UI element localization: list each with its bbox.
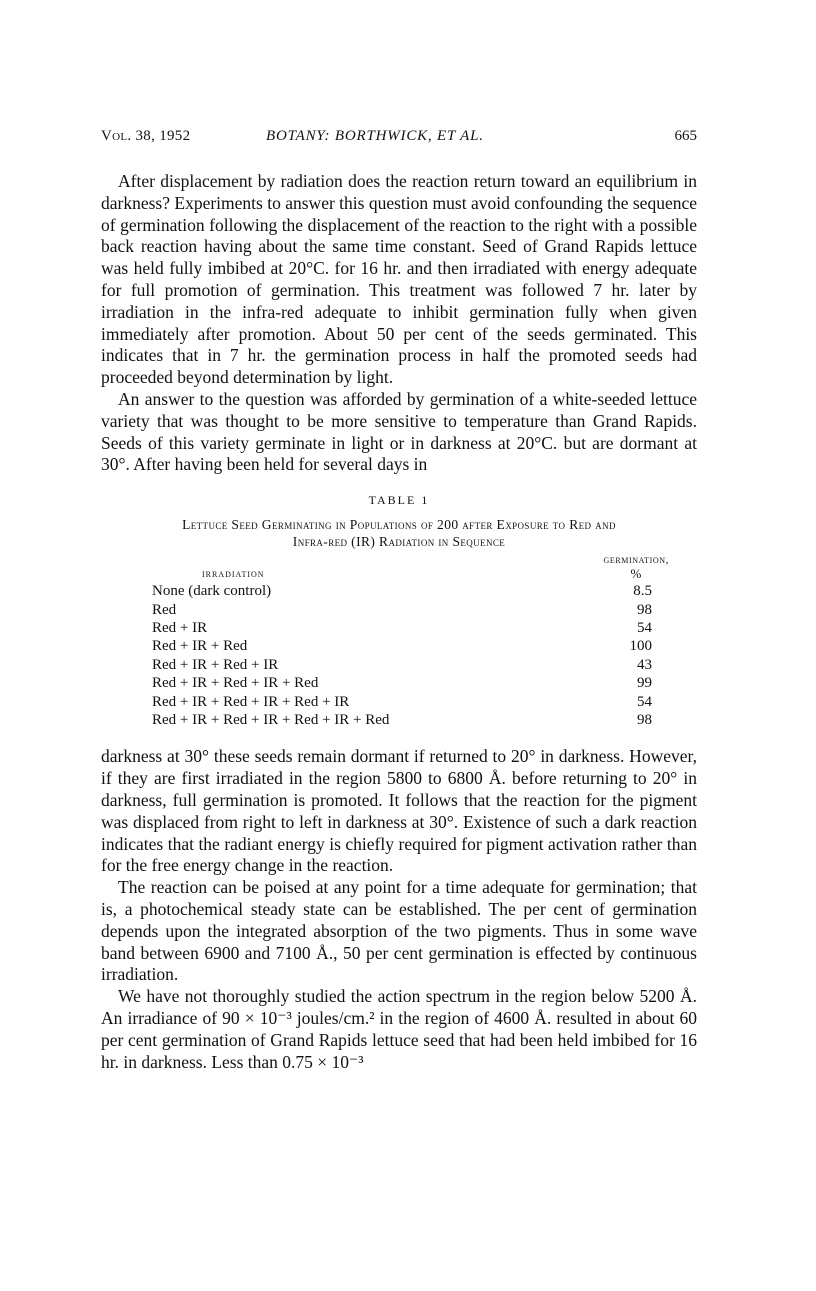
cell-irradiation: Red + IR + Red + IR + Red + IR + Red [152, 712, 390, 728]
cell-irradiation: Red + IR [152, 619, 208, 636]
cell-irradiation: None (dark control) [152, 583, 272, 600]
body-text-lower [101, 746, 697, 1073]
section-author-title: BOTANY: BORTHWICK, ET AL. [266, 128, 484, 144]
running-head [101, 128, 697, 150]
cell-germination: 43 [637, 656, 652, 673]
table-label: TABLE 1 [368, 493, 430, 508]
paragraph: The reaction can be poised at any point for a time adequate for germination; that is, a photochemical steady state can be established. The per cent of germination depends upon the integrated absorption of the two pigments. Thus in some wave band between 6900 and 7100 Å., 50 per cent germination is effected by continuous irradiation. [101, 877, 697, 985]
table-row [152, 656, 664, 674]
column-header-germination-label: germination, [603, 554, 669, 567]
cell-irradiation: Red + IR + Red + IR [152, 656, 279, 673]
cell-irradiation: Red + IR + Red + IR + Red + IR [152, 693, 350, 710]
cell-irradiation: Red [152, 601, 177, 618]
table-row [152, 693, 664, 711]
table-row [152, 601, 664, 619]
paragraph: After displacement by radiation does the reaction return toward an equilibrium in darkness? Experiments to answer this question must avoid confounding the sequence of germination following the displacement of the reaction to the right with a possible back reaction having about the same time constant. Seed of Grand Rapids lettuce was held fully imbibed at 20°C. for 16 hr. and then irradiated with energy adequate for full promotion of germination. This treatment was followed 7 hr. later by irradiation in the infra-red adequate to inhibit germination fully when given immediately after promotion. About 50 per cent of the seeds germinated. This indicates that in 7 hr. the germination process in half the promoted seeds had proceeded beyond determination by light. [101, 171, 697, 388]
column-header-germination [603, 554, 669, 580]
cell-germination: 54 [637, 619, 652, 636]
paragraph: We have not thoroughly studied the action spectrum in the region below 5200 Å. An irradiance of 90 × 10⁻³ joules/cm.² in the region of 4600 Å. resulted in about 60 per cent germination of Grand Rapids lettuce seed that had been held imbibed for 16 hr. in darkness. Less than 0.75 × 10⁻³ [101, 986, 697, 1072]
cell-germination: 54 [637, 693, 652, 710]
cell-irradiation: Red + IR + Red [152, 638, 248, 655]
column-header-germination-unit: % [630, 566, 642, 582]
table-row [152, 711, 664, 729]
paragraph-continued: darkness at 30° these seeds remain dormant if returned to 20° in darkness. However, if they are first irradiated in the region 5800 to 6800 Å. before returning to 20° in darkness, full germination is promoted. It follows that the reaction for the pigment was displaced from right to left in darkness at 30°. Existence of such a dark reaction indicates that the radiant energy is chiefly required for pigment activation rather than for the free energy change in the reaction. [101, 746, 697, 876]
cell-irradiation: Red + IR + Red + IR + Red [152, 675, 319, 692]
column-header-irradiation: irradiation [202, 568, 265, 581]
cell-germination: 8.5 [633, 583, 652, 600]
table-1 [101, 493, 697, 729]
cell-germination: 98 [637, 712, 652, 728]
table-grid [152, 554, 669, 729]
table-row [152, 582, 664, 600]
table-row [152, 674, 664, 692]
journal-page [101, 128, 697, 1073]
volume-year: Vol. 38, 1952 [101, 128, 191, 144]
table-header [152, 554, 669, 582]
table-row [152, 637, 664, 655]
cell-germination: 100 [629, 638, 652, 655]
table-caption [96, 516, 702, 550]
table-caption-line: Infra-red (IR) Radiation in Sequence [292, 534, 506, 550]
paragraph: An answer to the question was afforded by germination of a white-seeded lettuce variety that was thought to be more sensitive to temperature than Grand Rapids. Seeds of this variety germinate in light or in darkness at 20°C. but are dormant at 30°. After having been held for several days in [101, 388, 697, 475]
table-caption-line: Lettuce Seed Germinating in Populations of 200 after Exposure to Red and [182, 517, 616, 533]
cell-germination: 99 [637, 675, 652, 692]
page-number: 665 [674, 128, 697, 144]
body-text-upper [101, 171, 697, 476]
cell-germination: 98 [637, 601, 652, 618]
table-row [152, 619, 664, 637]
